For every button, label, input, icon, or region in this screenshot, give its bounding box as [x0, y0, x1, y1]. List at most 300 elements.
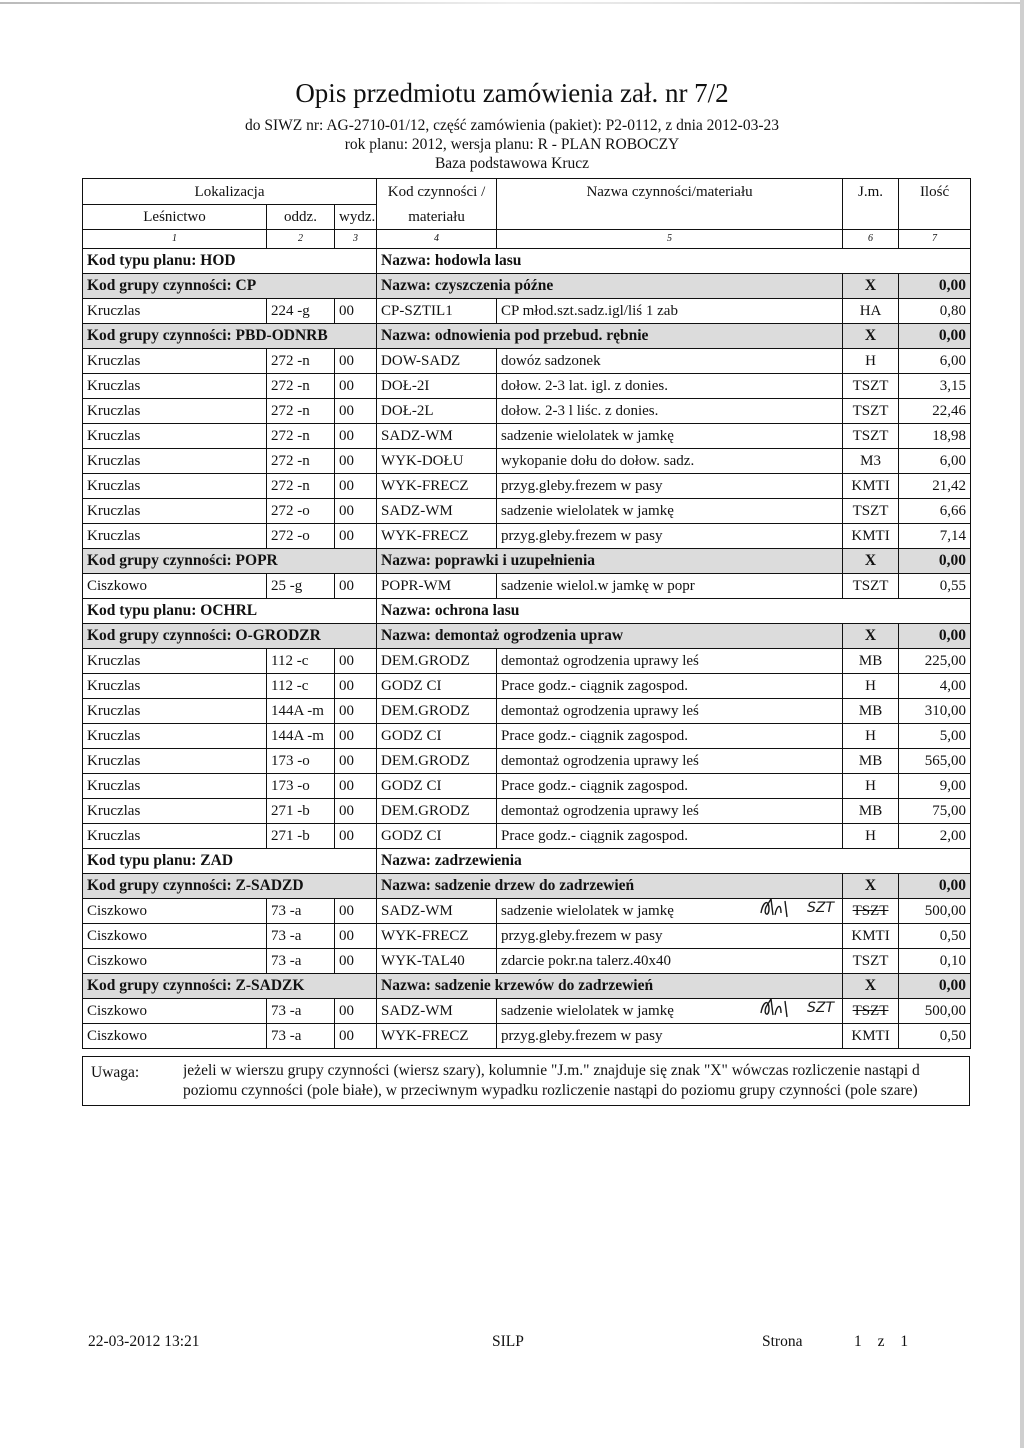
cell-activity-code: SADZ-WM [377, 424, 497, 449]
cell-activity-code: DOŁ-2L [377, 399, 497, 424]
cell-unit [843, 399, 899, 424]
document-subtitle-siwz: do SIWZ nr: AG-2710-01/12, część zamówienia (pakiet): P2-0112, z dnia 2012-03-23 [244, 117, 780, 134]
cell-activity-code: GODZ CI [377, 824, 497, 849]
cell-activity-name [497, 474, 843, 499]
activity-group-code: Kod grupy czynności: Z-SADZK [83, 974, 377, 999]
cell-oddzial: 173 -o [267, 749, 335, 774]
unit-text: TSZT [852, 428, 889, 444]
table-row [83, 724, 971, 749]
activity-name-text: sadzenie wielolatek w jamkę [501, 503, 674, 519]
cell-wydzielenie: 00 [335, 774, 377, 799]
cell-wydzielenie: 00 [335, 799, 377, 824]
cell-activity-name [497, 1024, 843, 1049]
col-index: 4 [377, 230, 497, 249]
cell-activity-name [497, 424, 843, 449]
cell-oddzial: 73 -a [267, 924, 335, 949]
cell-activity-name [497, 924, 843, 949]
activity-name-text: sadzenie wielol.w jamkę w popr [501, 578, 695, 594]
cell-activity-name [497, 499, 843, 524]
unit-text: MB [858, 753, 883, 769]
activity-group-row [83, 974, 971, 999]
cell-activity-name [497, 574, 843, 599]
plan-type-code: Kod typu planu: HOD [83, 249, 377, 274]
cell-activity-code: DOW-SADZ [377, 349, 497, 374]
activity-name-text: zdarcie pokr.na talerz.40x40 [501, 953, 671, 969]
col-index: 1 [83, 230, 267, 249]
cell-lesnictwo: Kruczlas [83, 524, 267, 549]
activity-name-text: sadzenie wielolatek w jamkę [501, 903, 674, 919]
cell-activity-code: GODZ CI [377, 774, 497, 799]
cell-unit [843, 924, 899, 949]
table-row [83, 799, 971, 824]
cell-activity-name [497, 374, 843, 399]
cell-unit [843, 374, 899, 399]
cell-lesnictwo: Kruczlas [83, 449, 267, 474]
activity-group-name: Nazwa: sadzenie drzew do zadrzewień [377, 874, 843, 899]
cell-activity-name [497, 524, 843, 549]
activity-group-row [83, 324, 971, 349]
table-row [83, 899, 971, 924]
plan-type-row [83, 849, 971, 874]
cell-wydzielenie: 00 [335, 724, 377, 749]
cell-wydzielenie: 00 [335, 674, 377, 699]
cell-quantity: 75,00 [899, 799, 971, 824]
document-subtitle-base: Baza podstawowa Krucz [434, 155, 590, 172]
cell-activity-name [497, 749, 843, 774]
cell-activity-code: DEM.GRODZ [377, 699, 497, 724]
cell-activity-code: WYK-FRECZ [377, 1024, 497, 1049]
activity-group-unit: X [843, 324, 899, 349]
handwritten-unit-correction: SZT [807, 900, 835, 916]
cell-quantity: 6,66 [899, 499, 971, 524]
cell-lesnictwo: Kruczlas [83, 724, 267, 749]
col-index: 3 [335, 230, 377, 249]
activity-name-text: przyg.gleby.frezem w pasy [501, 478, 663, 494]
cell-activity-code: DOŁ-2I [377, 374, 497, 399]
cell-quantity: 0,50 [899, 924, 971, 949]
activity-group-quantity: 0,00 [899, 974, 971, 999]
cell-lesnictwo: Kruczlas [83, 749, 267, 774]
unit-text: MB [858, 803, 883, 819]
footer-page-number: 1 z 1 [854, 1333, 915, 1350]
cell-lesnictwo: Kruczlas [83, 299, 267, 324]
cell-lesnictwo: Kruczlas [83, 774, 267, 799]
col-index: 2 [267, 230, 335, 249]
cell-unit [843, 699, 899, 724]
cell-lesnictwo: Ciszkowo [83, 899, 267, 924]
cell-unit [843, 999, 899, 1024]
col-index: 5 [497, 230, 843, 249]
handwritten-unit-correction: SZT [807, 1000, 835, 1016]
cell-activity-code: DEM.GRODZ [377, 799, 497, 824]
cell-oddzial: 25 -g [267, 574, 335, 599]
note-line-2: poziomu czynności (pole białe), w przeciwnym wypadku rozliczenie nastąpi do poziomu grupy czynności (pole szare) [183, 1082, 918, 1099]
activity-name-text: dołow. 2-3 l liśc. z donies. [501, 403, 659, 419]
cell-activity-name [497, 449, 843, 474]
activity-group-name: Nazwa: czyszczenia późne [377, 274, 843, 299]
cell-lesnictwo: Kruczlas [83, 499, 267, 524]
activity-group-quantity: 0,00 [899, 324, 971, 349]
cell-wydzielenie: 00 [335, 524, 377, 549]
cell-lesnictwo: Kruczlas [83, 374, 267, 399]
activity-name-text: przyg.gleby.frezem w pasy [501, 928, 663, 944]
cell-quantity: 310,00 [899, 699, 971, 724]
cell-lesnictwo: Ciszkowo [83, 924, 267, 949]
cell-wydzielenie: 00 [335, 749, 377, 774]
cell-wydzielenie: 00 [335, 924, 377, 949]
unit-text: TSZT [852, 1003, 889, 1019]
activity-group-unit: X [843, 549, 899, 574]
col-header-jm: J.m. [843, 179, 899, 205]
cell-oddzial: 73 -a [267, 949, 335, 974]
note-line-1: jeżeli w wierszu grupy czynności (wiersz szary), kolumnie "J.m." znajduje się znak "X" wówczas rozliczenie nastąpi d [183, 1062, 920, 1079]
cell-lesnictwo: Kruczlas [83, 349, 267, 374]
col-header-ilosc: Ilość [899, 179, 971, 205]
cell-activity-code: DEM.GRODZ [377, 649, 497, 674]
table-row [83, 399, 971, 424]
cell-unit [843, 474, 899, 499]
table-row [83, 924, 971, 949]
unit-text: MB [858, 703, 883, 719]
unit-text: MB [858, 653, 883, 669]
cell-oddzial: 144A -m [267, 699, 335, 724]
cell-activity-name [497, 349, 843, 374]
cell-unit [843, 649, 899, 674]
cell-unit [843, 899, 899, 924]
cell-quantity: 500,00 [899, 999, 971, 1024]
cell-unit [843, 824, 899, 849]
cell-quantity: 21,42 [899, 474, 971, 499]
document-subtitle-plan: rok planu: 2012, wersja planu: R - PLAN ROBOCZY [344, 136, 680, 153]
cell-unit [843, 799, 899, 824]
cell-activity-code: WYK-TAL40 [377, 949, 497, 974]
activity-group-code: Kod grupy czynności: CP [83, 274, 377, 299]
unit-text: H [865, 778, 876, 794]
cell-quantity: 4,00 [899, 674, 971, 699]
cell-unit [843, 449, 899, 474]
activity-group-code: Kod grupy czynności: O-GRODZR [83, 624, 377, 649]
cell-activity-name [497, 299, 843, 324]
cell-oddzial: 73 -a [267, 899, 335, 924]
unit-text: KMTI [851, 528, 890, 544]
cell-activity-code: WYK-FRECZ [377, 924, 497, 949]
note-box [82, 1056, 970, 1106]
cell-activity-code: SADZ-WM [377, 999, 497, 1024]
col-header-lesnictwo: Leśnictwo [83, 205, 267, 230]
activity-name-text: Prace godz.- ciągnik zagospod. [501, 778, 689, 794]
cell-wydzielenie: 00 [335, 499, 377, 524]
col-header-empty [899, 205, 971, 230]
cell-wydzielenie: 00 [335, 949, 377, 974]
unit-text: H [865, 828, 876, 844]
activity-group-code: Kod grupy czynności: POPR [83, 549, 377, 574]
cell-wydzielenie: 00 [335, 574, 377, 599]
cell-lesnictwo: Kruczlas [83, 674, 267, 699]
cell-oddzial: 173 -o [267, 774, 335, 799]
table-row [83, 474, 971, 499]
table-row [83, 649, 971, 674]
col-header-wydz: wydz. [335, 205, 377, 230]
unit-text: TSZT [852, 578, 889, 594]
note-label: Uwaga: [91, 1064, 140, 1081]
cell-wydzielenie: 00 [335, 349, 377, 374]
activity-name-text: demontaż ogrodzenia uprawy leś [501, 753, 699, 769]
cell-lesnictwo: Ciszkowo [83, 574, 267, 599]
activity-group-row [83, 874, 971, 899]
cell-quantity: 7,14 [899, 524, 971, 549]
activity-name-text: dołow. 2-3 lat. igl. z donies. [501, 378, 668, 394]
order-items-table [82, 178, 971, 1049]
cell-quantity: 0,80 [899, 299, 971, 324]
cell-activity-name [497, 949, 843, 974]
activity-group-code: Kod grupy czynności: Z-SADZD [83, 874, 377, 899]
col-header-lokalizacja: Lokalizacja [83, 179, 377, 205]
activity-group-name: Nazwa: odnowienia pod przebud. rębnie [377, 324, 843, 349]
cell-activity-name [497, 699, 843, 724]
cell-lesnictwo: Kruczlas [83, 799, 267, 824]
cell-quantity: 500,00 [899, 899, 971, 924]
cell-activity-code: POPR-WM [377, 574, 497, 599]
cell-wydzielenie: 00 [335, 699, 377, 724]
cell-quantity: 5,00 [899, 724, 971, 749]
col-header-materialu: materiału [377, 205, 497, 230]
plan-type-name: Nazwa: zadrzewienia [377, 849, 971, 874]
scan-artifact-edge [1020, 0, 1024, 1448]
cell-oddzial: 224 -g [267, 299, 335, 324]
cell-unit [843, 349, 899, 374]
cell-quantity: 565,00 [899, 749, 971, 774]
unit-text: TSZT [852, 378, 889, 394]
activity-name-text: przyg.gleby.frezem w pasy [501, 1028, 663, 1044]
scan-artifact-top [0, 2, 1024, 4]
cell-activity-code: CP-SZTIL1 [377, 299, 497, 324]
unit-text: HA [859, 303, 882, 319]
cell-unit [843, 499, 899, 524]
cell-activity-code: WYK-FRECZ [377, 474, 497, 499]
cell-unit [843, 674, 899, 699]
activity-group-unit: X [843, 624, 899, 649]
activity-name-text: wykopanie dołu do dołow. sadz. [501, 453, 695, 469]
cell-oddzial: 271 -b [267, 799, 335, 824]
cell-lesnictwo: Ciszkowo [83, 1024, 267, 1049]
cell-wydzielenie: 00 [335, 399, 377, 424]
plan-type-code: Kod typu planu: OCHRL [83, 599, 377, 624]
cell-oddzial: 272 -o [267, 524, 335, 549]
cell-lesnictwo: Kruczlas [83, 824, 267, 849]
cell-wydzielenie: 00 [335, 999, 377, 1024]
cell-wydzielenie: 00 [335, 649, 377, 674]
cell-wydzielenie: 00 [335, 899, 377, 924]
cell-activity-name [497, 674, 843, 699]
cell-oddzial: 272 -n [267, 374, 335, 399]
table-row [83, 449, 971, 474]
cell-quantity: 225,00 [899, 649, 971, 674]
handwritten-correction-sig [757, 999, 834, 1022]
signature-scribble-icon [757, 999, 797, 1022]
col-index: 6 [843, 230, 899, 249]
cell-unit [843, 299, 899, 324]
col-index: 7 [899, 230, 971, 249]
handwritten-correction-sig [757, 899, 834, 922]
plan-type-row [83, 599, 971, 624]
cell-oddzial: 271 -b [267, 824, 335, 849]
cell-lesnictwo: Kruczlas [83, 399, 267, 424]
cell-wydzielenie: 00 [335, 1024, 377, 1049]
unit-text: KMTI [851, 928, 890, 944]
cell-quantity: 6,00 [899, 449, 971, 474]
cell-unit [843, 724, 899, 749]
footer-page-label: Strona [762, 1333, 803, 1350]
unit-text: TSZT [852, 403, 889, 419]
unit-text: H [865, 678, 876, 694]
table-row [83, 574, 971, 599]
table-row [83, 699, 971, 724]
cell-activity-name [497, 799, 843, 824]
table-row [83, 999, 971, 1024]
cell-activity-code: SADZ-WM [377, 899, 497, 924]
cell-unit [843, 749, 899, 774]
cell-quantity: 0,10 [899, 949, 971, 974]
activity-name-text: demontaż ogrodzenia uprawy leś [501, 703, 699, 719]
cell-activity-name [497, 999, 843, 1024]
activity-group-row [83, 624, 971, 649]
activity-name-text: CP młod.szt.sadz.igl/liś 1 zab [501, 303, 678, 319]
cell-activity-name [497, 649, 843, 674]
col-header-oddz: oddz. [267, 205, 335, 230]
cell-unit [843, 524, 899, 549]
table-header-row-1 [83, 179, 971, 205]
unit-text: H [865, 353, 876, 369]
cell-oddzial: 73 -a [267, 999, 335, 1024]
unit-text: M3 [860, 453, 881, 469]
cell-oddzial: 272 -n [267, 424, 335, 449]
cell-activity-code: DEM.GRODZ [377, 749, 497, 774]
cell-oddzial: 272 -n [267, 474, 335, 499]
activity-name-text: Prace godz.- ciągnik zagospod. [501, 678, 689, 694]
activity-name-text: dowóz sadzonek [501, 353, 601, 369]
col-header-nazwa: Nazwa czynności/materiału [497, 179, 843, 205]
col-header-kod-czynnosci: Kod czynności / [377, 179, 497, 205]
document-title: Opis przedmiotu zamówienia zał. nr 7/2 [295, 78, 729, 108]
cell-activity-name [497, 774, 843, 799]
cell-activity-code: WYK-DOŁU [377, 449, 497, 474]
unit-text: TSZT [852, 953, 889, 969]
cell-activity-code: WYK-FRECZ [377, 524, 497, 549]
cell-activity-name [497, 724, 843, 749]
activity-group-quantity: 0,00 [899, 274, 971, 299]
cell-wydzielenie: 00 [335, 299, 377, 324]
activity-group-name: Nazwa: sadzenie krzewów do zadrzewień [377, 974, 843, 999]
table-row [83, 374, 971, 399]
col-header-empty [843, 205, 899, 230]
unit-text: TSZT [852, 503, 889, 519]
cell-lesnictwo: Kruczlas [83, 699, 267, 724]
activity-name-text: Prace godz.- ciągnik zagospod. [501, 728, 689, 744]
activity-group-row [83, 549, 971, 574]
plan-type-row [83, 249, 971, 274]
cell-unit [843, 424, 899, 449]
cell-quantity: 18,98 [899, 424, 971, 449]
note-text [183, 1061, 963, 1101]
cell-quantity: 9,00 [899, 774, 971, 799]
table-row [83, 824, 971, 849]
cell-quantity: 3,15 [899, 374, 971, 399]
activity-group-name: Nazwa: poprawki i uzupełnienia [377, 549, 843, 574]
cell-activity-code: GODZ CI [377, 724, 497, 749]
cell-oddzial: 112 -c [267, 674, 335, 699]
table-row [83, 949, 971, 974]
activity-name-text: przyg.gleby.frezem w pasy [501, 528, 663, 544]
plan-type-name: Nazwa: ochrona lasu [377, 599, 971, 624]
activity-group-unit: X [843, 974, 899, 999]
signature-scribble-icon [757, 899, 797, 922]
cell-activity-name [497, 824, 843, 849]
cell-lesnictwo: Kruczlas [83, 474, 267, 499]
activity-group-quantity: 0,00 [899, 874, 971, 899]
cell-lesnictwo: Ciszkowo [83, 949, 267, 974]
unit-text: KMTI [851, 478, 890, 494]
activity-name-text: demontaż ogrodzenia uprawy leś [501, 653, 699, 669]
table-row [83, 774, 971, 799]
cell-oddzial: 112 -c [267, 649, 335, 674]
unit-text: H [865, 728, 876, 744]
col-header-empty [497, 205, 843, 230]
table-row [83, 749, 971, 774]
column-index-row [83, 230, 971, 249]
plan-type-code: Kod typu planu: ZAD [83, 849, 377, 874]
plan-type-name: Nazwa: hodowla lasu [377, 249, 971, 274]
cell-lesnictwo: Ciszkowo [83, 999, 267, 1024]
cell-wydzielenie: 00 [335, 374, 377, 399]
activity-name-text: demontaż ogrodzenia uprawy leś [501, 803, 699, 819]
cell-activity-name [497, 399, 843, 424]
cell-unit [843, 574, 899, 599]
cell-wydzielenie: 00 [335, 474, 377, 499]
table-row [83, 524, 971, 549]
cell-unit [843, 774, 899, 799]
cell-wydzielenie: 00 [335, 424, 377, 449]
table-row [83, 299, 971, 324]
cell-oddzial: 272 -n [267, 449, 335, 474]
activity-group-unit: X [843, 874, 899, 899]
unit-text: KMTI [851, 1028, 890, 1044]
cell-oddzial: 272 -n [267, 399, 335, 424]
table-header-row-2 [83, 205, 971, 230]
activity-group-quantity: 0,00 [899, 624, 971, 649]
cell-unit [843, 1024, 899, 1049]
cell-oddzial: 272 -n [267, 349, 335, 374]
table-row [83, 349, 971, 374]
cell-lesnictwo: Kruczlas [83, 649, 267, 674]
unit-text: TSZT [852, 903, 889, 919]
cell-activity-code: SADZ-WM [377, 499, 497, 524]
activity-name-text: Prace godz.- ciągnik zagospod. [501, 828, 689, 844]
table-row [83, 424, 971, 449]
cell-lesnictwo: Kruczlas [83, 424, 267, 449]
cell-wydzielenie: 00 [335, 824, 377, 849]
activity-group-quantity: 0,00 [899, 549, 971, 574]
cell-activity-code: GODZ CI [377, 674, 497, 699]
activity-group-unit: X [843, 274, 899, 299]
activity-group-name: Nazwa: demontaż ogrodzenia upraw [377, 624, 843, 649]
cell-quantity: 0,55 [899, 574, 971, 599]
cell-wydzielenie: 00 [335, 449, 377, 474]
table-row [83, 499, 971, 524]
cell-oddzial: 272 -o [267, 499, 335, 524]
cell-quantity: 22,46 [899, 399, 971, 424]
cell-oddzial: 144A -m [267, 724, 335, 749]
activity-name-text: sadzenie wielolatek w jamkę [501, 428, 674, 444]
